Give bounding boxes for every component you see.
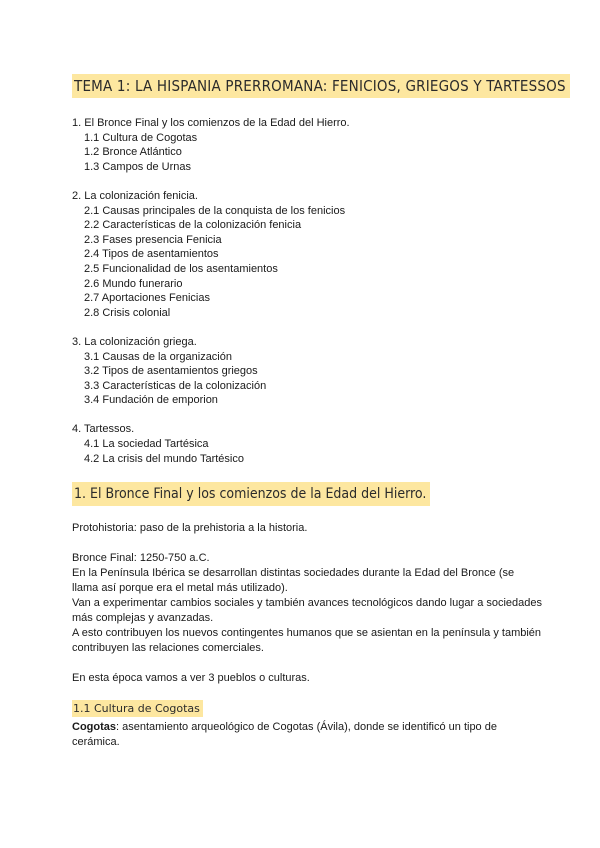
toc-section-3: 3. La colonización griega.	[72, 335, 197, 348]
toc-item: 2.6 Mundo funerario	[84, 277, 183, 290]
toc-item: 1.3 Campos de Urnas	[84, 160, 191, 173]
toc-item: 2.7 Aportaciones Fenicias	[84, 292, 210, 305]
cogotas-text: : asentamiento arqueológico de Cogotas (Ávila), donde se identificó un tipo de cerámica.	[72, 721, 497, 748]
paragraph: En esta época vamos a ver 3 pueblos o culturas.	[72, 672, 310, 684]
section-1-1-heading: 1.1 Cultura de Cogotas	[72, 700, 203, 717]
toc-item: 2.5 Funcionalidad de los asentamientos	[84, 262, 278, 275]
section-1-1-body	[72, 720, 542, 750]
section-1-body	[72, 521, 542, 686]
page-title: TEMA 1: LA HISPANIA PRERROMANA: FENICIOS, GRIEGOS Y TARTESSOS	[72, 74, 570, 98]
toc-item: 2.2 Características de la colonización fenicia	[84, 219, 302, 232]
toc-item: 3.1 Causas de la organización	[84, 350, 232, 363]
section-1-heading: 1. El Bronce Final y los comienzos de la Edad del Hierro.	[72, 482, 430, 506]
cogotas-paragraph	[72, 720, 542, 750]
toc-section-1: 1. El Bronce Final y los comienzos de la Edad del Hierro.	[72, 117, 350, 129]
toc-item: 1.2 Bronce Atlántico	[84, 146, 182, 159]
protohistoria-text: Protohistoria: paso de la prehistoria a la historia.	[72, 522, 308, 534]
table-of-contents	[72, 116, 350, 466]
toc-item: 2.1 Causas principales de la conquista de los fenicios	[84, 204, 346, 217]
paragraph: Van a experimentar cambios sociales y también avances tecnológicos dando lugar a sociedades más complejas y avanzadas.	[72, 597, 543, 624]
toc-item: 3.3 Características de la colonización	[84, 379, 267, 392]
toc-item: 3.4 Fundación de emporion	[84, 394, 218, 407]
toc-item: 4.1 La sociedad Tartésica	[84, 438, 209, 451]
bronce-final-text: Bronce Final: 1250-750 a.C.	[72, 552, 210, 564]
toc-item: 2.3 Fases presencia Fenicia	[84, 233, 222, 246]
toc-section-2: 2. La colonización fenicia.	[72, 189, 198, 202]
toc-item: 3.2 Tipos de asentamientos griegos	[84, 365, 258, 378]
paragraph: En la Península Ibérica se desarrollan distintas sociedades durante la Edad del Bronce (se llama así porque era el metal más utilizado).	[72, 567, 515, 594]
toc-item: 4.2 La crisis del mundo Tartésico	[84, 452, 244, 465]
toc-item: 1.1 Cultura de Cogotas	[84, 131, 198, 144]
toc-item: 2.4 Tipos de asentamientos	[84, 248, 219, 261]
paragraph: A esto contribuyen los nuevos contingentes humanos que se asientan en la península y también contribuyen las relaciones comerciales.	[72, 627, 542, 654]
cogotas-term: Cogotas	[72, 721, 116, 733]
toc-item: 2.8 Crisis colonial	[84, 306, 171, 319]
toc-section-4: 4. Tartessos.	[72, 423, 135, 436]
